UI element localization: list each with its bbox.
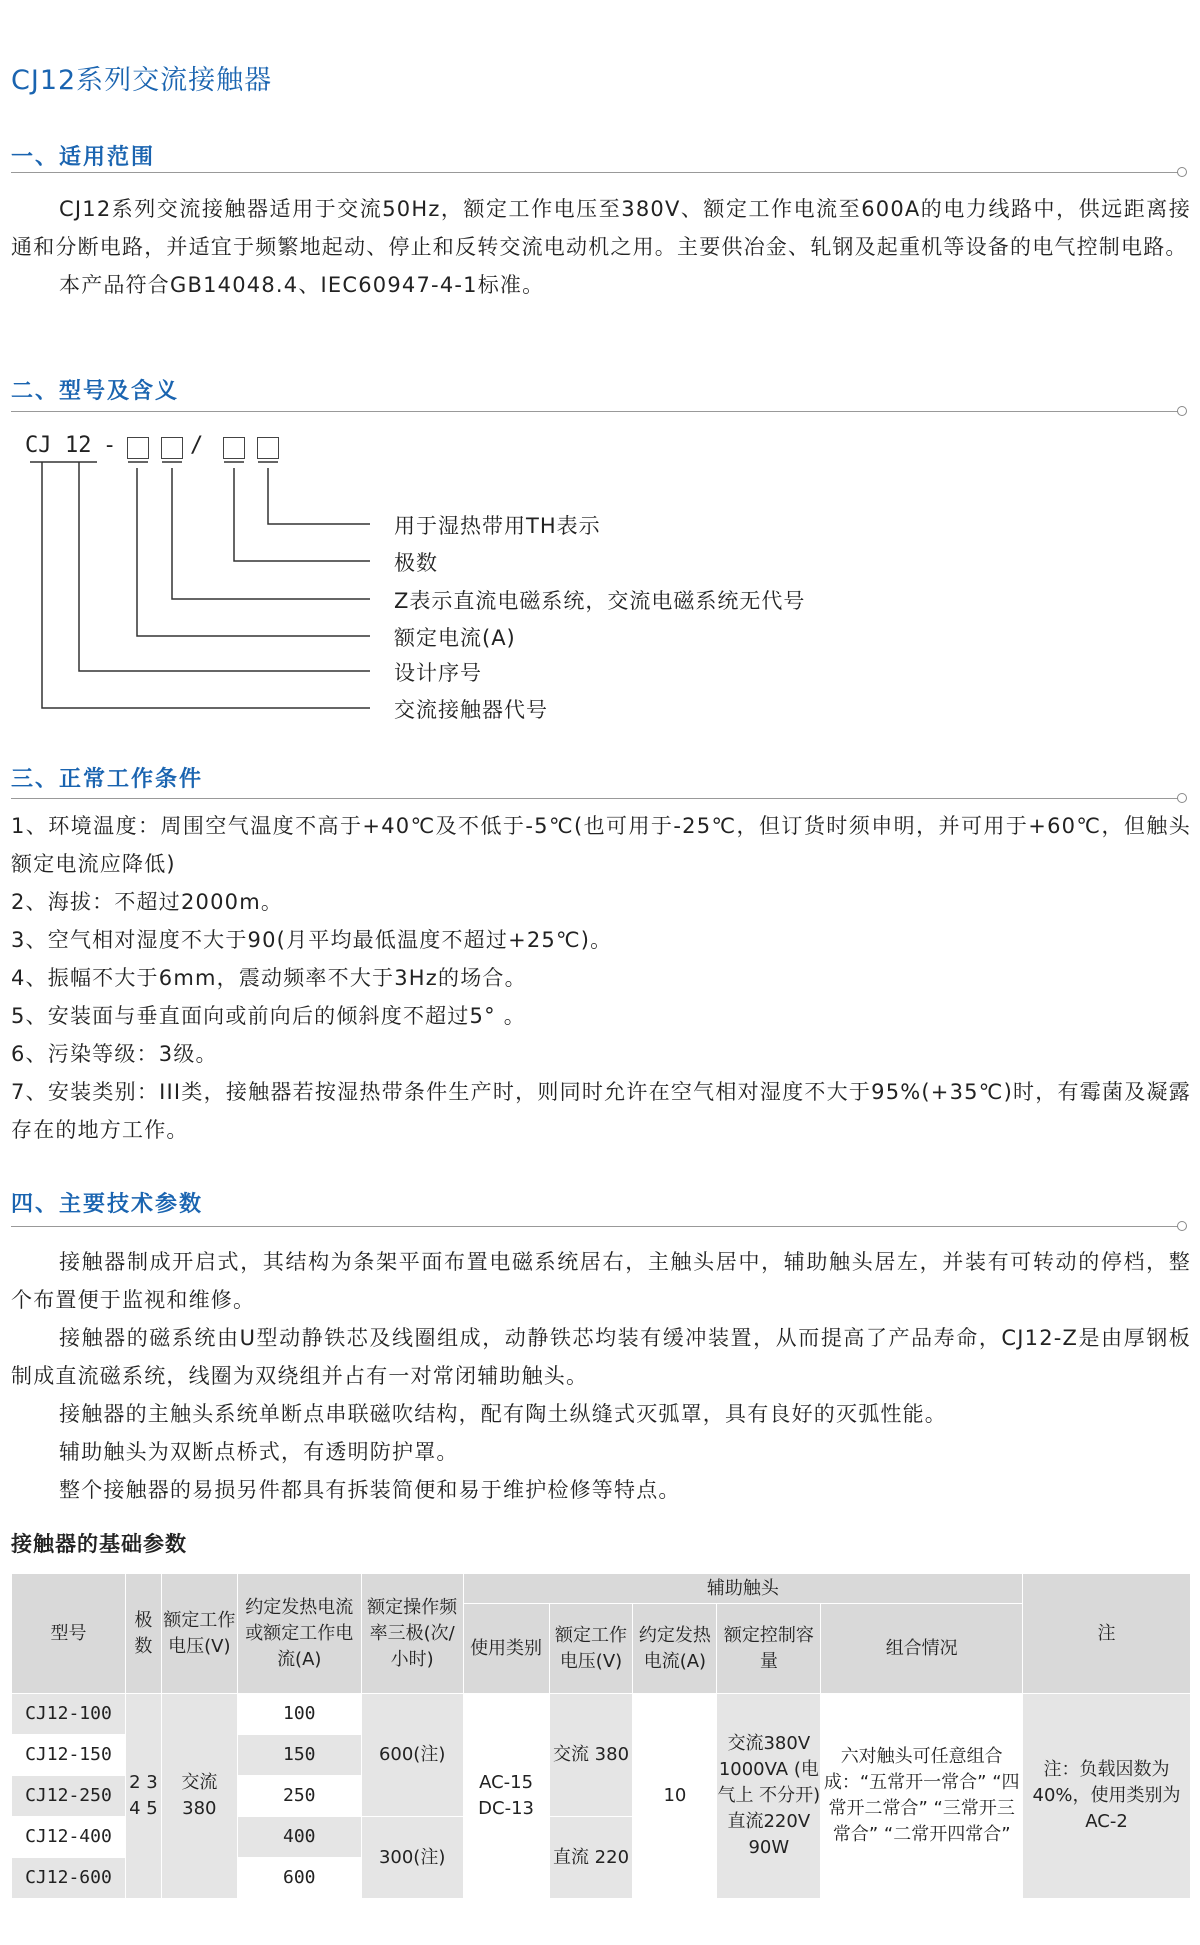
cell-freq-600: 600(注) [361, 1694, 463, 1817]
section-heading-model: 二、型号及含义 [11, 379, 180, 404]
scope-paragraph: CJ12系列交流接触器适用于交流50Hz，额定工作电压至380V、额定工作电流至600A的电力线路中，供远距离接通和分断电路，并适宜于频繁地起动、停止和反转交流电动机之用。主要供冶金、轧钢及起重机等设备的电气控制电路。 [11, 197, 1191, 259]
parameter-table [11, 1573, 1191, 1899]
code-cj: CJ [25, 433, 52, 458]
cell-current: 600 [237, 1858, 361, 1899]
table-caption: 接触器的基础参数 [11, 1532, 187, 1556]
conditions-list [11, 807, 1191, 1149]
condition-item: 1、环境温度：周围空气温度不高于+40℃及不低于-5℃(也可用于-25℃，但订货时须申明，并可用于+60℃，但触头额定电流应降低) [11, 814, 1191, 876]
code-series: 12 [65, 433, 92, 458]
condition-item: 3、空气相对湿度不大于90(月平均最低温度不超过+25℃)。 [11, 928, 613, 952]
section-heading-specs: 四、主要技术参数 [11, 1192, 204, 1217]
section-divider [11, 1226, 1181, 1227]
standard-paragraph: 本产品符合GB14048.4、IEC60947-4-1标准。 [59, 273, 545, 297]
specs-paragraph: 辅助触头为双断点桥式，有透明防护罩。 [59, 1440, 459, 1464]
cell-current: 250 [237, 1776, 361, 1817]
th-frequency: 额定操作频率三极(次/小时) [361, 1574, 463, 1694]
label-product-code: 交流接触器代号 [394, 698, 548, 722]
label-tropical: 用于湿热带用TH表示 [394, 514, 601, 538]
cell-current: 150 [237, 1735, 361, 1776]
th-note: 注 [1023, 1574, 1191, 1694]
th-aux-capacity: 额定控制容量 [717, 1604, 821, 1694]
label-rated-current: 额定电流(A) [394, 626, 516, 650]
model-diagram-lines [0, 0, 1200, 740]
cell-current: 400 [237, 1817, 361, 1858]
section-heading-scope: 一、适用范围 [11, 145, 156, 170]
section-heading-conditions: 三、正常工作条件 [11, 767, 204, 792]
condition-item: 6、污染等级：3级。 [11, 1042, 218, 1066]
th-aux-current: 约定发热电流(A) [633, 1604, 717, 1694]
th-aux-use: 使用类别 [463, 1604, 549, 1694]
cell-current: 100 [237, 1694, 361, 1735]
cell-aux-voltage-ac: 交流 380 [549, 1694, 633, 1817]
specs-text [11, 1243, 1191, 1509]
cell-model: CJ12-600 [12, 1858, 126, 1899]
th-aux-voltage: 额定工作电压(V) [549, 1604, 633, 1694]
cell-aux-capacity: 交流380V 1000VA (电气上 不分开) 直流220V 90W [717, 1694, 821, 1899]
label-magnet-system: Z表示直流电磁系统，交流电磁系统无代号 [394, 589, 806, 613]
cell-model: CJ12-100 [12, 1694, 126, 1735]
cell-poles: 2 3 4 5 [125, 1694, 161, 1899]
specs-paragraph: 接触器的主触头系统单断点串联磁吹结构，配有陶土纵缝式灭弧罩，具有良好的灭弧性能。 [59, 1402, 947, 1426]
code-dash: - [103, 433, 117, 458]
th-current: 约定发热电流或额定工作电流(A) [237, 1574, 361, 1694]
label-poles: 极数 [394, 551, 438, 575]
th-auxiliary: 辅助触头 [463, 1574, 1022, 1604]
th-poles: 极数 [125, 1574, 161, 1694]
condition-item: 7、安装类别：III类，接触器若按湿热带条件生产时，则同时允许在空气相对湿度不大于95%(+35℃)时，有霉菌及凝露存在的地方工作。 [11, 1080, 1191, 1142]
cell-aux-current: 10 [633, 1694, 717, 1899]
cell-voltage: 交流 380 [161, 1694, 237, 1899]
specs-paragraph: 接触器的磁系统由U型动静铁芯及线圈组成，动静铁芯均装有缓冲装置，从而提高了产品寿命，CJ12-Z是由厚钢板制成直流磁系统，线圈为双绕组并占有一对常闭辅助触头。 [11, 1326, 1191, 1388]
cell-aux-use: AC-15 DC-13 [463, 1694, 549, 1899]
condition-item: 4、振幅不大于6mm，震动频率不大于3Hz的场合。 [11, 966, 527, 990]
cell-freq-300: 300(注) [361, 1817, 463, 1899]
section-divider [11, 798, 1181, 799]
cell-aux-combo: 六对触头可任意组合成：“五常开一常合” “四常开二常合” “三常开三常合” “二常开四常合” [821, 1694, 1023, 1899]
th-model: 型号 [12, 1574, 126, 1694]
label-design-no: 设计序号 [394, 661, 482, 685]
cell-aux-voltage-dc: 直流 220 [549, 1817, 633, 1899]
specs-paragraph: 整个接触器的易损另件都具有拆装简便和易于维护检修等特点。 [59, 1478, 681, 1502]
condition-item: 2、海拔：不超过2000m。 [11, 890, 284, 914]
cell-note: 注：负载因数为40%，使用类别为AC-2 [1023, 1694, 1191, 1899]
th-voltage: 额定工作电压(V) [161, 1574, 237, 1694]
specs-paragraph: 接触器制成开启式，其结构为条架平面布置电磁系统居右，主触头居中，辅助触头居左，并装有可转动的停档，整个布置便于监视和维修。 [11, 1250, 1191, 1312]
cell-model: CJ12-250 [12, 1776, 126, 1817]
condition-item: 5、安装面与垂直面向或前向后的倾斜度不超过5° 。 [11, 1004, 526, 1028]
cell-model: CJ12-400 [12, 1817, 126, 1858]
page-title: CJ12系列交流接触器 [11, 65, 273, 96]
th-aux-combo: 组合情况 [821, 1604, 1023, 1694]
cell-model: CJ12-150 [12, 1735, 126, 1776]
code-slash: / [190, 433, 204, 458]
